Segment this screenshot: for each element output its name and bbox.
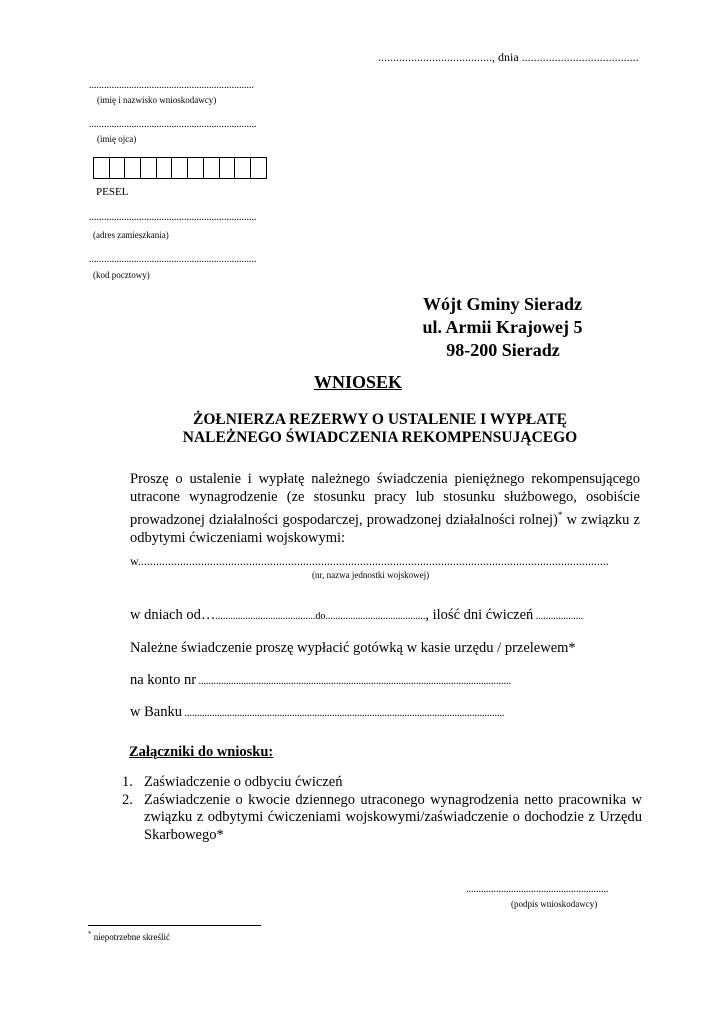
father-name-line[interactable]: ...................................................................: [89, 119, 257, 130]
pesel-digit-box[interactable]: [157, 157, 173, 179]
pesel-digit-box[interactable]: [172, 157, 188, 179]
footnote-divider: [88, 925, 261, 926]
recipient-line-3: 98-200 Sieradz: [446, 340, 560, 360]
pesel-digit-box[interactable]: [204, 157, 220, 179]
signature-line[interactable]: .........................................................: [466, 884, 609, 895]
signature-label: (podpis wnioskodawcy): [511, 899, 598, 909]
attachments-list: [122, 774, 642, 844]
payment-method-text: Należne świadczenie proszę wypłacić gotówką w kasie urzędu / przelewem*: [130, 640, 576, 656]
pesel-digit-box[interactable]: [251, 157, 267, 179]
postal-code-label: (kod pocztowy): [93, 270, 150, 280]
list-item: 1. Zaświadczenie o odbyciu ćwiczeń: [122, 774, 343, 790]
pesel-digit-box[interactable]: [125, 157, 141, 179]
military-unit-line[interactable]: w.............................................................................................................................................................: [130, 554, 609, 568]
place-date-line[interactable]: ......................................, dnia .......................................: [378, 50, 639, 64]
document-title: WNIOSEK: [314, 372, 403, 392]
pesel-digit-box[interactable]: [110, 157, 126, 179]
pesel-digit-box[interactable]: [220, 157, 236, 179]
list-item: 2. Zaświadczenie o kwocie dziennego utraconego wynagrodzenia netto pracownika w związku z odbytymi ćwiczeniami wojskowymi/zaświadczenie o dochodzie z Urzędu Skarbowego*: [122, 791, 642, 843]
applicant-name-label: (imię i nazwisko wnioskodawcy): [97, 95, 217, 105]
pesel-digit-box[interactable]: [188, 157, 204, 179]
exercise-days-line[interactable]: w dniach od…........................................do........................................, ilość dni ćwiczeń ...................: [130, 607, 584, 623]
pesel-label: PESEL: [96, 186, 129, 198]
pesel-digit-box[interactable]: [235, 157, 251, 179]
pesel-digit-box[interactable]: [141, 157, 157, 179]
request-paragraph: Proszę o ustalenie i wypłatę należnego świadczenia pieniężnego rekompensującego utracone wynagrodzenie (ze stosunku pracy lub stosunku służbowego, osobiście prowadzonej działalności gospodarczej, prowadzonej działalności rolnej)* w związku z odbytymi ćwiczeniami wojskowymi:: [130, 471, 640, 546]
recipient-line-2: ul. Armii Krajowej 5: [422, 317, 583, 337]
pesel-digit-box[interactable]: [94, 157, 110, 179]
applicant-name-line[interactable]: ..................................................................: [89, 80, 254, 91]
account-number-line[interactable]: na konto nr .............................................................................................................................: [130, 672, 512, 688]
document-subtitle-1: ŻOŁNIERZA REZERWY O USTALENIE I WYPŁATĘ: [193, 411, 567, 428]
address-line[interactable]: ...................................................................: [89, 212, 257, 223]
pesel-boxes[interactable]: [93, 157, 267, 179]
postal-code-line[interactable]: ...................................................................: [89, 254, 257, 265]
military-unit-label: (nr, nazwa jednostki wojskowej): [312, 570, 430, 580]
address-label: (adres zamieszkania): [93, 230, 169, 240]
father-name-label: (imię ojca): [97, 134, 137, 144]
bank-name-line[interactable]: w Banku ................................................................................................................................: [130, 704, 505, 720]
document-subtitle-2: NALEŻNEGO ŚWIADCZENIA REKOMPENSUJĄCEGO: [182, 429, 578, 446]
attachments-heading: Załączniki do wniosku:: [129, 744, 274, 760]
footnote: * niepotrzebne skreślić: [88, 930, 170, 942]
recipient-line-1: Wójt Gminy Sieradz: [423, 294, 582, 314]
